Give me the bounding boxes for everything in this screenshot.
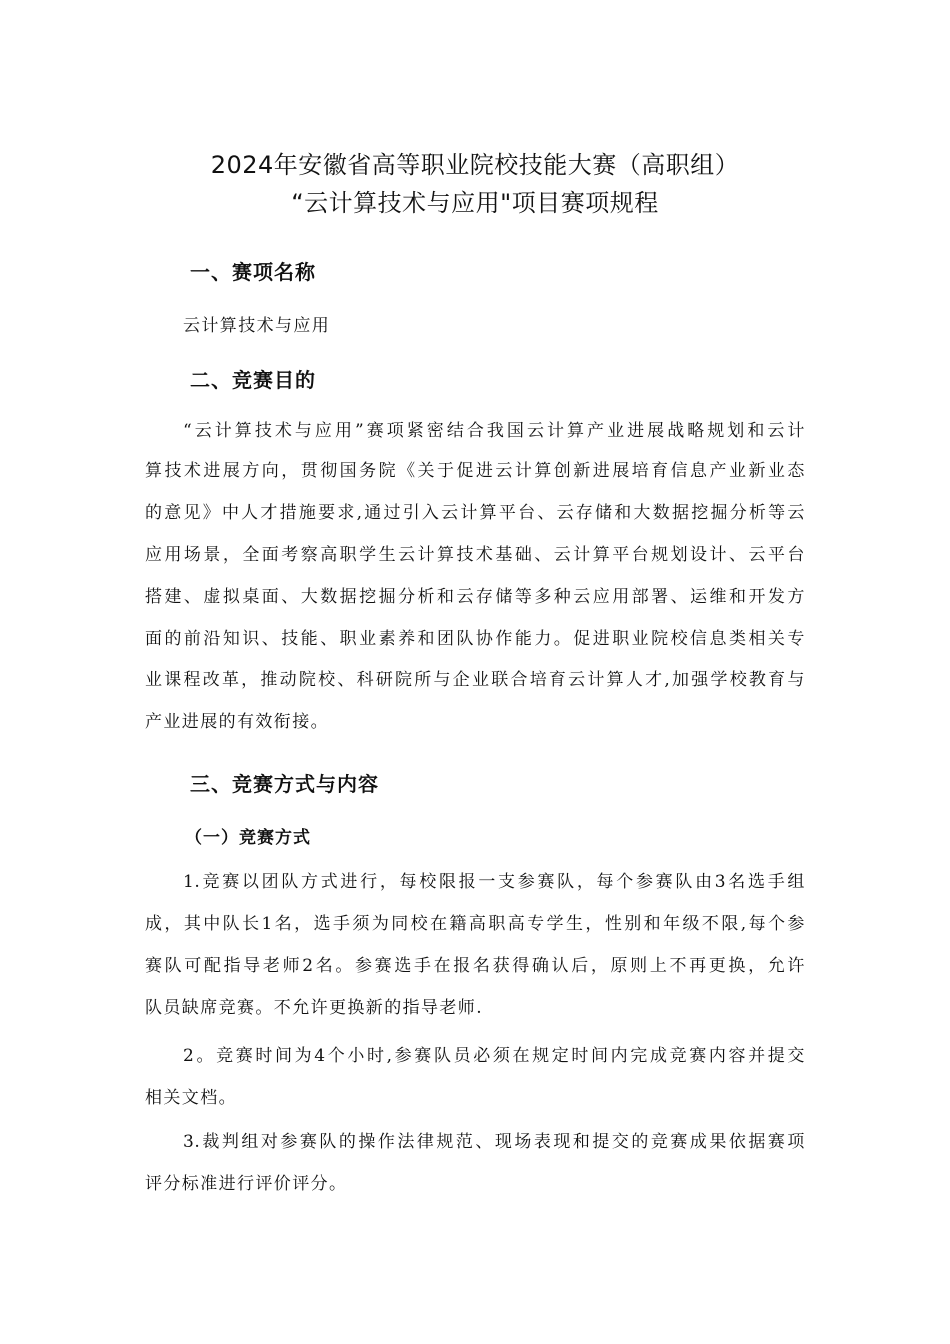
section-3-heading: 三、竞赛方式与内容 [190, 772, 379, 796]
section-1-body: 云计算技术与应用 [183, 316, 331, 336]
section-2-line: 业课程改革，推动院校、科研院所与企业联合培育云计算人才,加强学校教育与 [145, 670, 805, 690]
paragraph-1-line: 成，其中队长1名，选手须为同校在籍高职高专学生，性别和年级不限,每个参 [145, 914, 805, 934]
section-2-line: 搭建、虚拟桌面、大数据挖掘分析和云存储等多种云应用部署、运维和开发方 [145, 587, 805, 607]
section-2-line: 面的前沿知识、技能、职业素养和团队协作能力。促进职业院校信息类相关专 [145, 629, 805, 649]
section-2-line: 产业进展的有效衔接。 [145, 712, 329, 732]
section-1-heading: 一、赛项名称 [190, 260, 316, 284]
paragraph-1-line: 队员缺席竞赛。不允许更换新的指导老师. [145, 998, 484, 1018]
document-title-line-1: 2024年安徽省高等职业院校技能大赛（高职组） [210, 151, 740, 179]
section-2-heading: 二、竞赛目的 [190, 368, 316, 392]
section-2-line: “云计算技术与应用”赛项紧密结合我国云计算产业进展战略规划和云计 [183, 421, 805, 441]
paragraph-1-line: 1.竞赛以团队方式进行，每校限报一支参赛队，每个参赛队由3名选手组 [183, 872, 805, 892]
section-2-line: 算技术进展方向，贯彻国务院《关于促进云计算创新进展培育信息产业新业态 [145, 461, 805, 481]
paragraph-3-line: 评分标准进行评价评分。 [145, 1174, 348, 1194]
section-2-line: 的意见》中人才措施要求,通过引入云计算平台、云存储和大数据挖掘分析等云 [145, 503, 805, 523]
paragraph-2-line: 相关文档。 [145, 1088, 237, 1108]
paragraph-3-line: 3.裁判组对参赛队的操作法律规范、现场表现和提交的竞赛成果依据赛项 [183, 1132, 805, 1152]
paragraph-2-line: 2。竞赛时间为4个小时,参赛队员必须在规定时间内完成竞赛内容并提交 [183, 1046, 805, 1066]
paragraph-1-line: 赛队可配指导老师2名。参赛选手在报名获得确认后，原则上不再更换，允许 [145, 956, 805, 976]
section-2-line: 应用场景，全面考察高职学生云计算技术基础、云计算平台规划设计、云平台 [145, 545, 805, 565]
subsection-1-heading: （一）竞赛方式 [185, 828, 311, 848]
document-title-line-2: “云计算技术与应用"项目赛项规程 [291, 189, 659, 217]
